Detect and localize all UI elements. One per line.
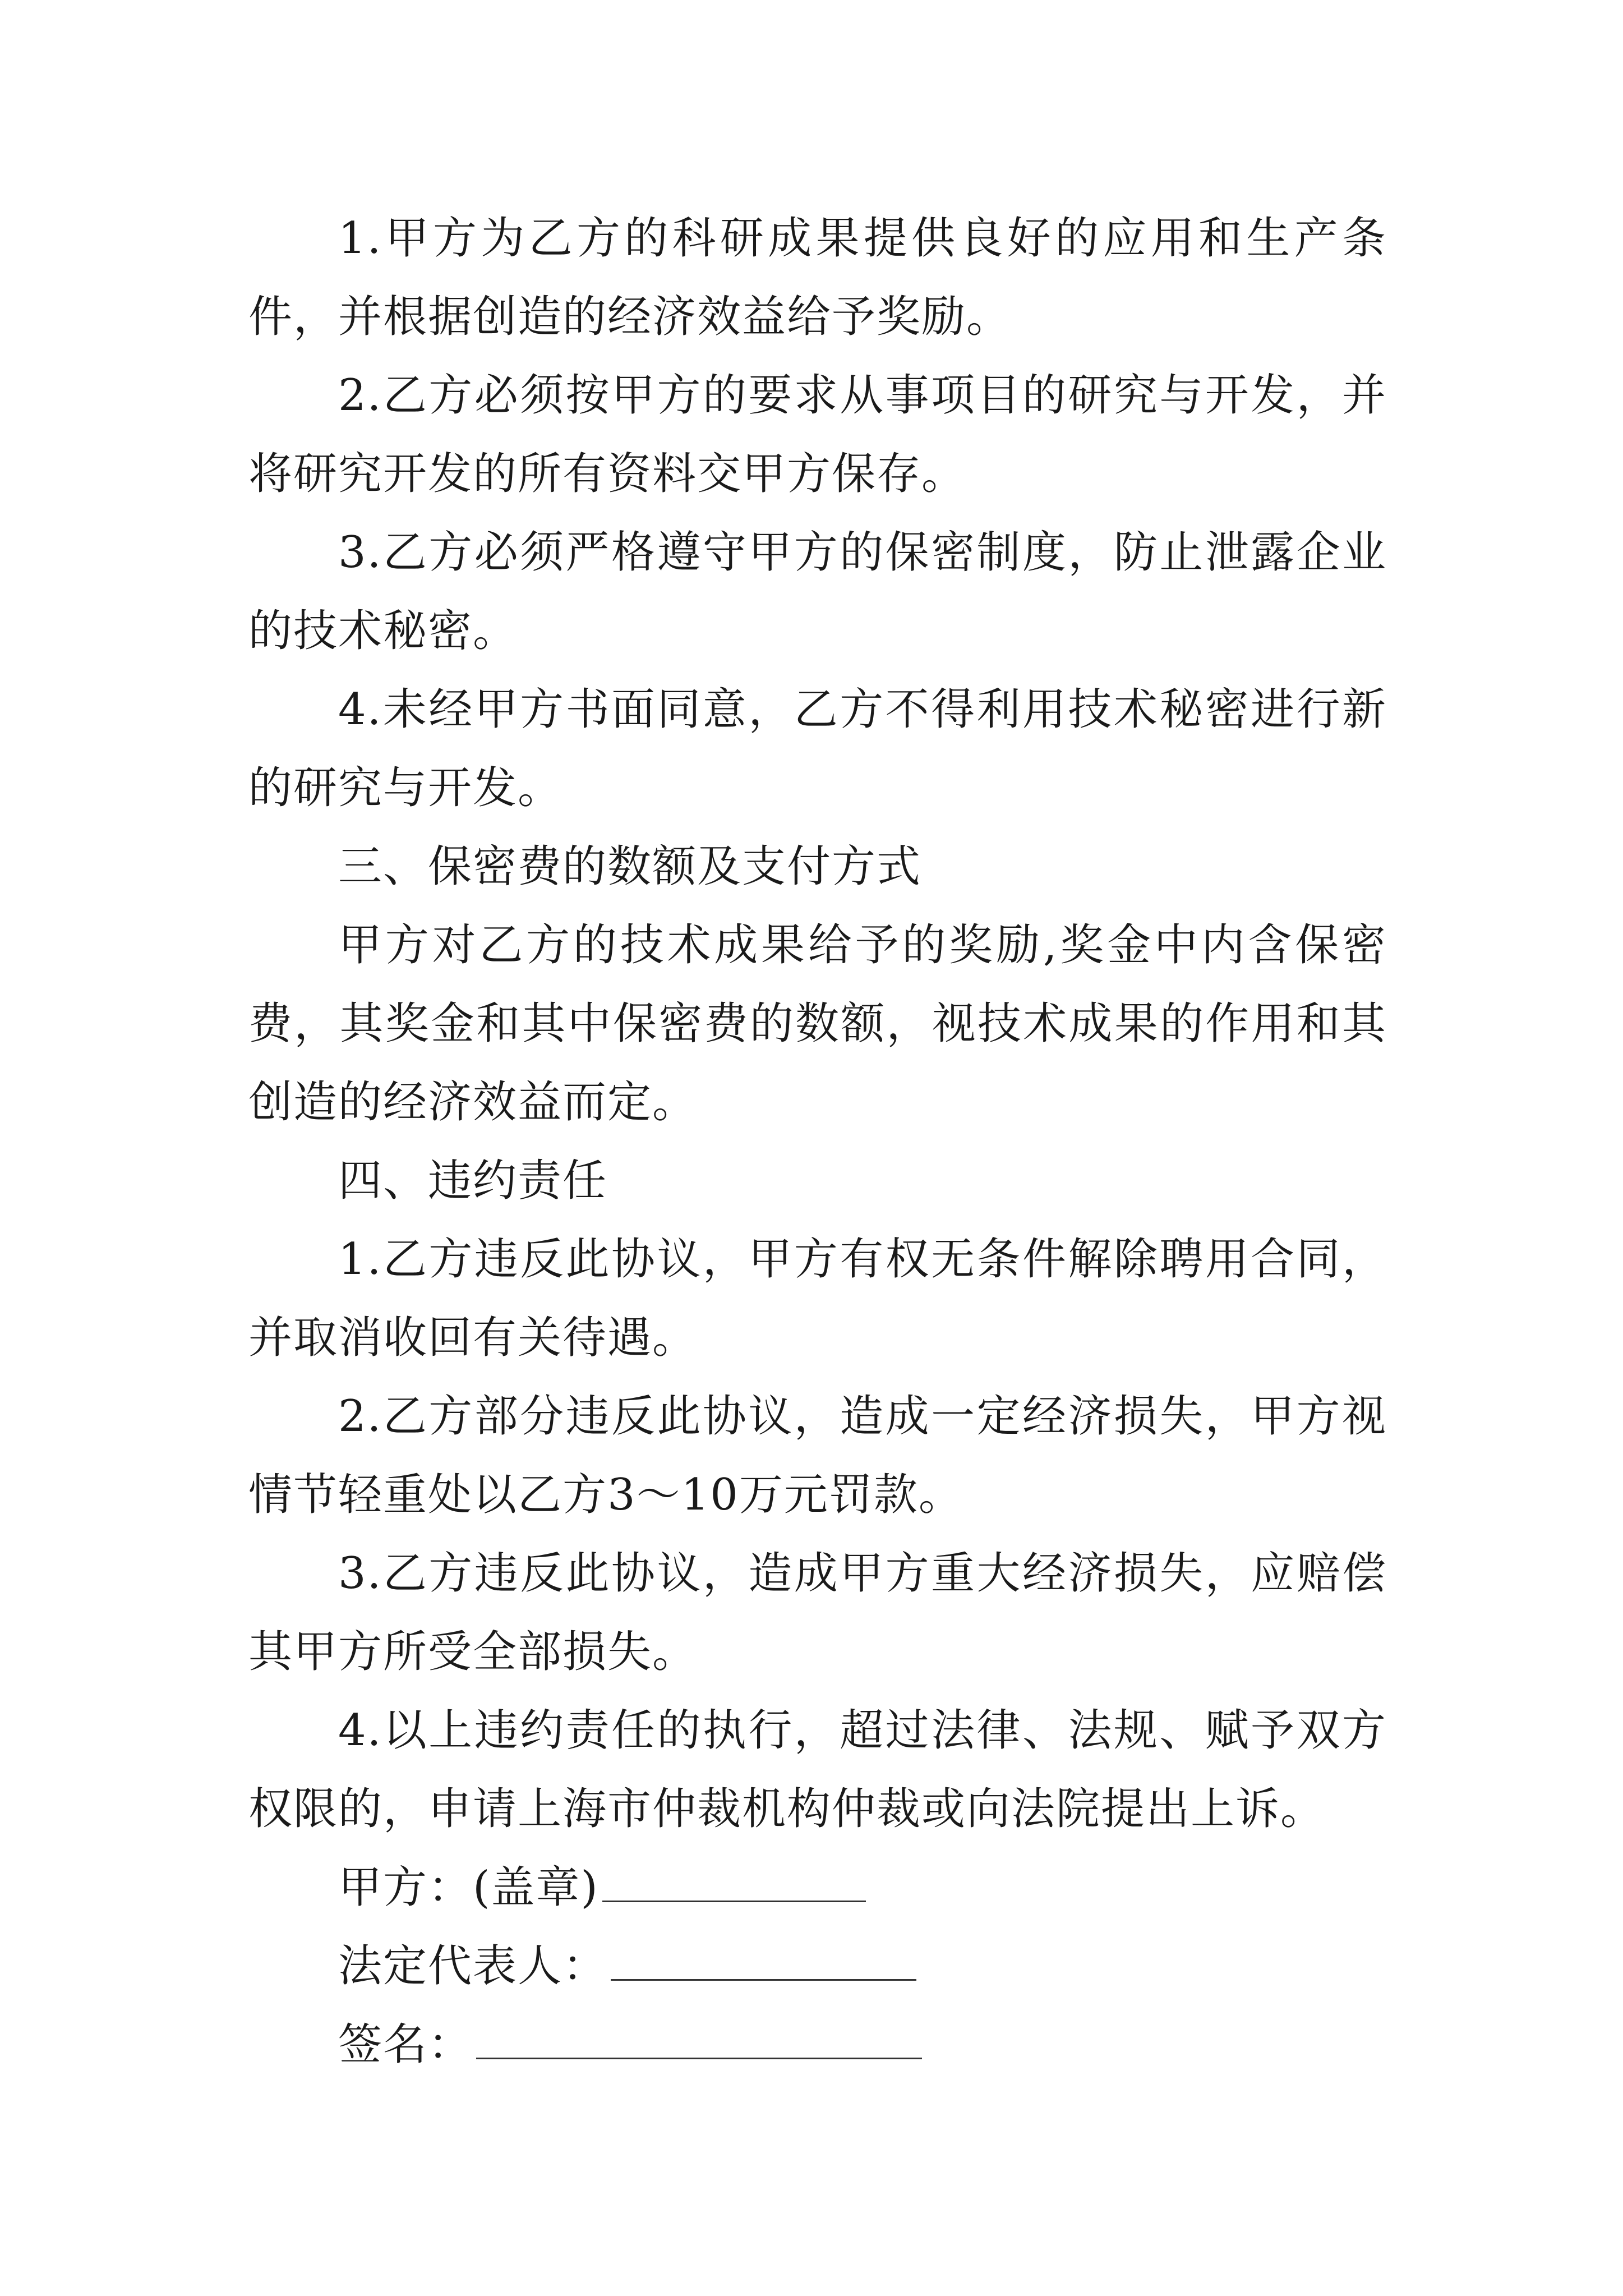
section-heading: 四、违约责任 bbox=[338, 1156, 608, 1206]
paragraph: 4.以上违约责任的执行，超过法律、法规、赋予双方权限的，申请上海市仲裁机构仲裁或向法院提出上诉。 bbox=[248, 1705, 1387, 1834]
signature-line bbox=[248, 2005, 1387, 2084]
signature-blank bbox=[476, 2018, 922, 2059]
party-a-label: 甲方：(盖章) bbox=[338, 1862, 599, 1913]
legal-rep-label: 法定代表人： bbox=[338, 1941, 608, 1991]
section-heading: 三、保密费的数额及支付方式 bbox=[338, 841, 922, 892]
paragraph: 2.乙方部分违反此协议，造成一定经济损失，甲方视情节轻重处以乙方3～10万元罚款。 bbox=[248, 1391, 1387, 1520]
paragraph: 3.乙方违反此协议，造成甲方重大经济损失，应赔偿其甲方所受全部损失。 bbox=[248, 1548, 1387, 1677]
party-a-seal-line bbox=[248, 1848, 1387, 1927]
signature-label: 签名： bbox=[338, 2019, 473, 2070]
document-body bbox=[248, 199, 1387, 2084]
paragraph: 1.甲方为乙方的科研成果提供良好的应用和生产条件，并根据创造的经济效益给予奖励。 bbox=[248, 213, 1387, 342]
paragraph: 3.乙方必须严格遵守甲方的保密制度，防止泄露企业的技术秘密。 bbox=[248, 527, 1387, 656]
paragraph: 甲方对乙方的技术成果给予的奖励,奖金中内含保密费，其奖金和其中保密费的数额，视技术成果的作用和其创造的经济效益而定。 bbox=[248, 920, 1387, 1128]
paragraph: 1.乙方违反此协议，甲方有权无条件解除聘用合同，并取消收回有关待遇。 bbox=[248, 1234, 1387, 1363]
paragraph: 2.乙方必须按甲方的要求从事项目的研究与开发，并将研究开发的所有资料交甲方保存。 bbox=[248, 370, 1387, 499]
legal-rep-line bbox=[248, 1927, 1387, 2005]
party-a-blank bbox=[602, 1861, 866, 1902]
paragraph: 4.未经甲方书面同意，乙方不得利用技术秘密进行新的研究与开发。 bbox=[248, 684, 1387, 813]
legal-rep-blank bbox=[611, 1940, 916, 1981]
